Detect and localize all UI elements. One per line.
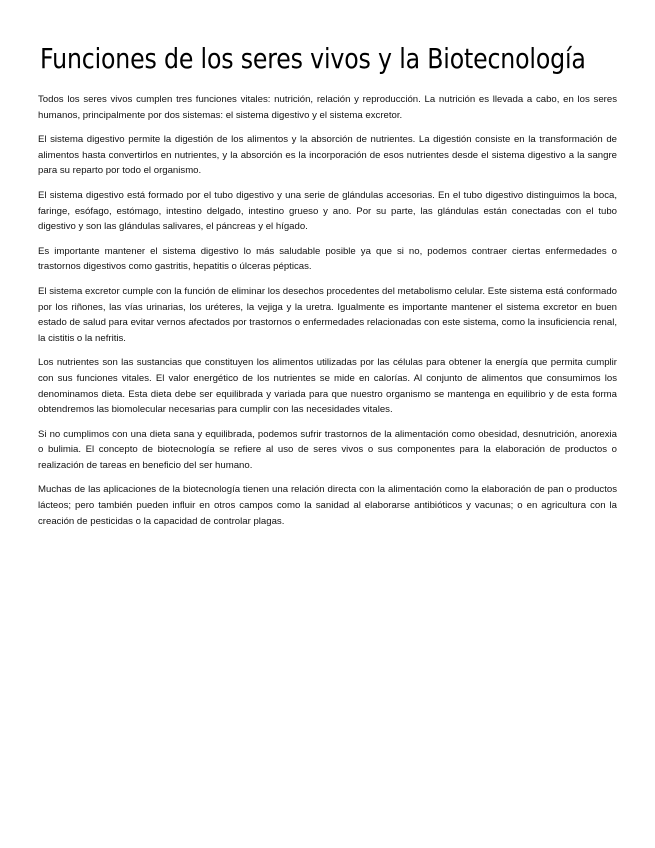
paragraph-3: El sistema digestivo está formado por el tubo digestivo y una serie de glándulas accesorias. En el tubo digestivo distinguimos la boca, faringe, esófago, estómago, intestino delgado, intestino grueso y ano. Por su parte, las glándulas están conectadas con el tubo digestivo y son las glándulas salivares, el páncreas y el hígado. [38,189,617,233]
paragraph-4: Es importante mantener el sistema digestivo lo más saludable posible ya que si no, podemos contraer ciertas enfermedades o trastornos digestivos como gastritis, hepatitis o úlceras pépticas. [38,245,617,273]
paragraph-8: Muchas de las aplicaciones de la biotecnología tienen una relación directa con la alimentación como la elaboración de pan o productos lácteos; pero también pueden influir en otros campos como la sanidad al elaborarse antibióticos y vacunas; o en agricultura con la creación de pesticidas o la capacidad de controlar plagas. [38,484,617,527]
document-body [38,92,617,538]
paragraph-6: Los nutrientes son las sustancias que constituyen los alimentos utilizadas por las células para obtener la energía que permita cumplir con sus funciones vitales. El valor energético de los nutrientes se mide en calorías. Al conjunto de alimentos que consumimos los denominamos dieta. Esta dieta debe ser equilibrada y variada para que nuestro organismo se mantenga en equilibrio y de esta forma obtendremos las biomolecular necesarias para cumplir con las necesidades vitales. [38,357,617,416]
paragraph-1: Todos los seres vivos cumplen tres funciones vitales: nutrición, relación y reproducción. La nutrición es llevada a cabo, en los seres humanos, principalmente por dos sistemas: el sistema digestivo y el sistema excretor. [38,94,617,121]
paragraph-5: El sistema excretor cumple con la función de eliminar los desechos procedentes del metabolismo celular. Este sistema está conformado por los riñones, las vías urinarias, los uréteres, la vejiga y la uretra. Igualmente es importante mantener el sistema excretor en buen estado de salud para evitar vernos afectados por trastornos o enfermedades relacionadas con este sistema, como la insuficiencia renal, la cistitis o la nefritis. [38,285,617,344]
paragraph-2: El sistema digestivo permite la digestión de los alimentos y la absorción de nutrientes. La digestión consiste en la transformación de alimentos hasta convertirlos en nutrientes, y la absorción es la incorporación de esos nutrientes desde el sistema digestivo a la sangre para su reparto por todo el organismo. [38,134,617,177]
paragraph-7: Si no cumplimos con una dieta sana y equilibrada, podemos sufrir trastornos de la alimentación como obesidad, desnutrición, anorexia o bulimia. El concepto de biotecnología se refiere al uso de seres vivos o sus componentes para la elaboración de productos o realización de tareas en beneficio del ser humano. [38,428,617,471]
page-title: Funciones de los seres vivos y la Biotecnología [40,43,586,75]
